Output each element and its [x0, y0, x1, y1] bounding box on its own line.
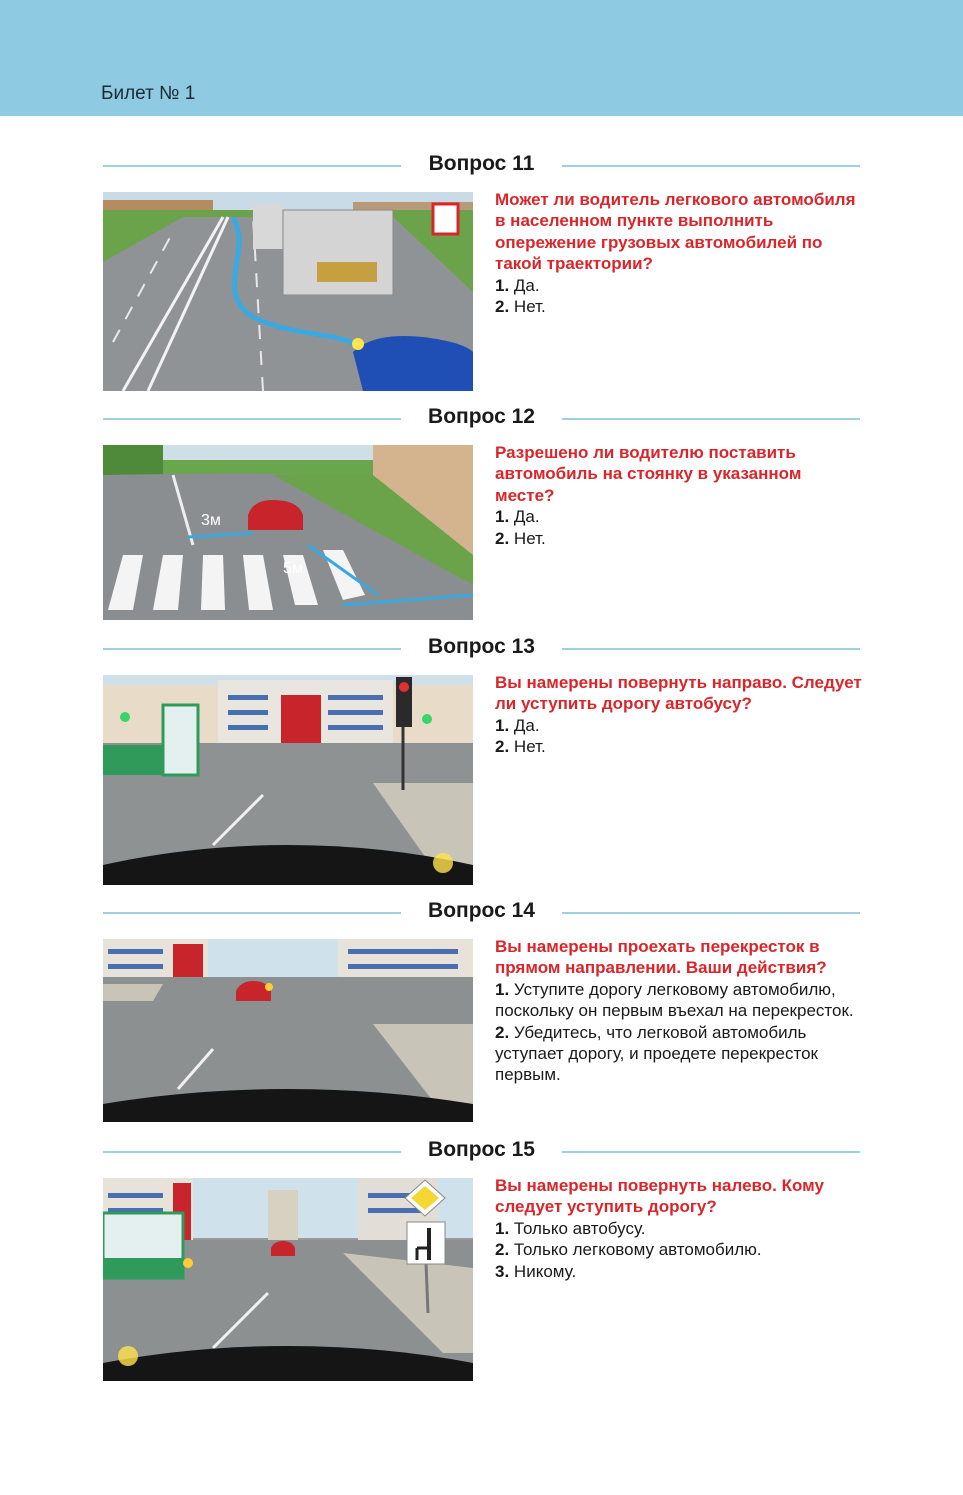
question-prompt: Может ли водитель легкового автомобиля в населенном пункте выполнить опережение грузовых автомобилей по такой траектории? — [495, 190, 856, 274]
question-15-image — [103, 1178, 473, 1381]
question-11-heading — [103, 150, 860, 180]
ticket-title: Билет № 1 — [101, 83, 196, 104]
question-number: Вопрос 13 — [428, 635, 535, 658]
question-13-heading — [103, 633, 860, 663]
question-prompt: Разрешено ли водителю поставить автомобиль на стоянку в указанном месте? — [495, 443, 802, 505]
question-12-image — [103, 445, 473, 620]
question-12-heading — [103, 403, 860, 433]
question-number: Вопрос 14 — [428, 899, 535, 922]
answer-option: 1. Да. — [495, 715, 540, 735]
question-number: Вопрос 15 — [428, 1138, 535, 1161]
answer-option: 3. Никому. — [495, 1261, 577, 1281]
question-14-text — [495, 936, 865, 1086]
divider-line — [103, 165, 401, 167]
answer-option: 2. Нет. — [495, 528, 546, 548]
question-14-heading — [103, 897, 860, 927]
question-number: Вопрос 12 — [428, 405, 535, 428]
divider-line — [562, 165, 860, 167]
answer-option: 1. Да. — [495, 275, 540, 295]
divider-line — [103, 1151, 401, 1153]
question-prompt: Вы намерены повернуть направо. Следует ли уступить дорогу автобусу? — [495, 673, 862, 714]
answer-option: 2. Нет. — [495, 737, 546, 757]
question-13-image — [103, 675, 473, 885]
divider-line — [562, 912, 860, 914]
divider-line — [103, 418, 401, 420]
answer-option: 1. Да. — [495, 507, 540, 527]
question-13-text — [495, 672, 865, 758]
divider-line — [562, 418, 860, 420]
answer-option: 1. Уступите дорогу легковому автомобилю, поскольку он первым въехал на перекресток. 2. Убедитесь, что легковой автомобиль уступает дорогу, и проедете перекресток первым. — [495, 979, 854, 1085]
question-number: Вопрос 11 — [428, 152, 535, 175]
distance-label: 5м — [283, 560, 303, 577]
page-header — [0, 0, 963, 116]
question-prompt: Вы намерены повернуть налево. Кому следует уступить дорогу? — [495, 1176, 824, 1217]
divider-line — [562, 648, 860, 650]
divider-line — [103, 648, 401, 650]
question-15-text — [495, 1175, 865, 1282]
question-11-image — [103, 192, 473, 391]
answer-option: 2. Только легковому автомобилю. — [495, 1240, 762, 1260]
divider-line — [103, 912, 401, 914]
question-14-image — [103, 939, 473, 1122]
answer-option: 1. Только автобусу. — [495, 1218, 646, 1238]
question-prompt: Вы намерены проехать перекресток в прямом направлении. Ваши действия? — [495, 937, 827, 978]
question-15-heading — [103, 1136, 860, 1166]
question-12-text — [495, 442, 865, 549]
question-11-text — [495, 189, 865, 317]
divider-line — [562, 1151, 860, 1153]
distance-label: 3м — [201, 512, 221, 529]
answer-option: 2. Нет. — [495, 297, 546, 317]
